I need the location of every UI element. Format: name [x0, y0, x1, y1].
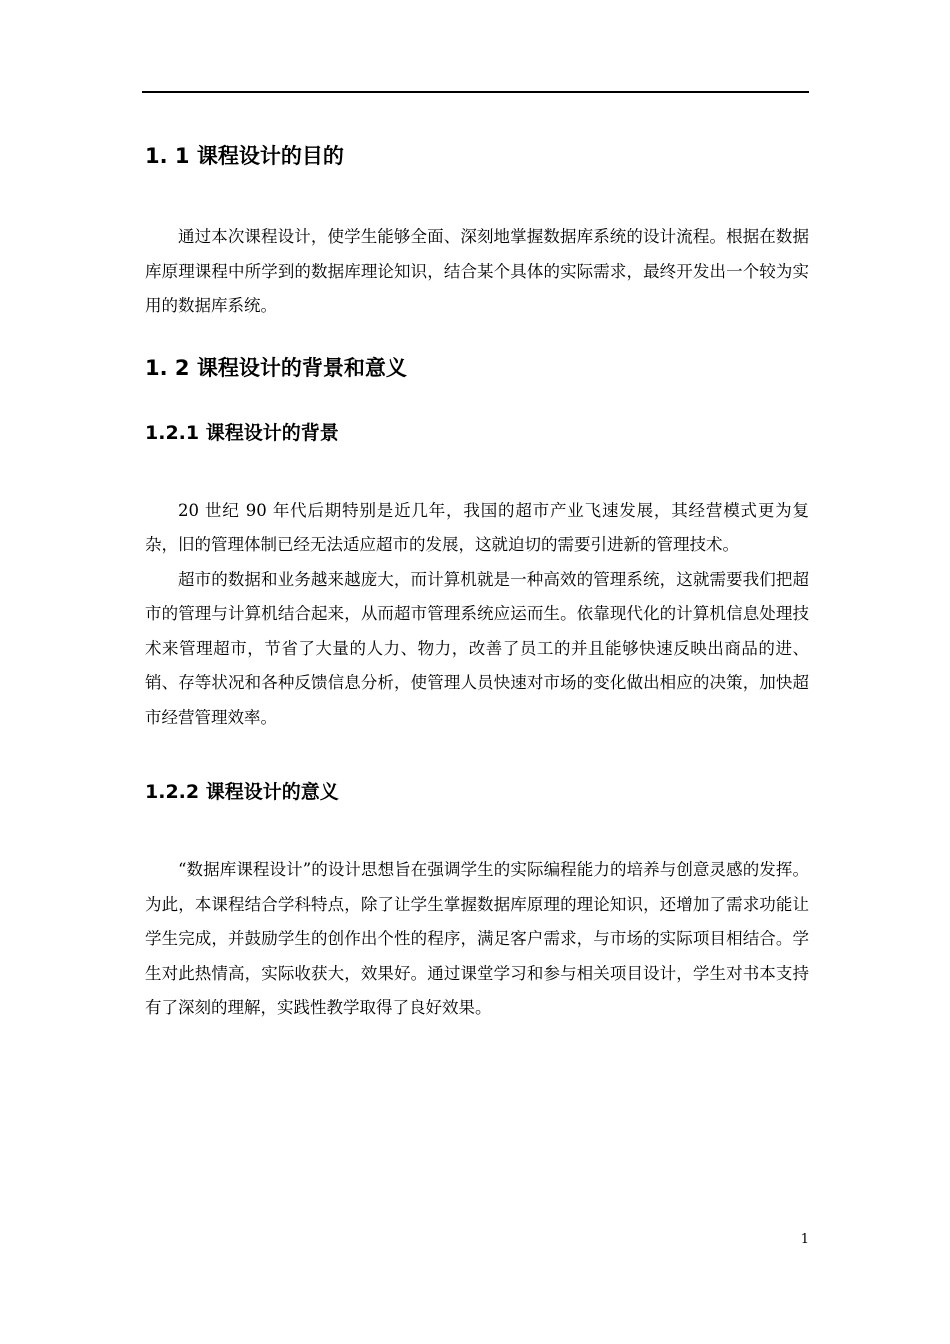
- page-content: [145, 138, 809, 1026]
- header-rule: [142, 91, 809, 93]
- subsection-heading-1-2-1: 1.2.1 课程设计的背景: [145, 421, 339, 444]
- page-number: 1: [800, 1232, 809, 1247]
- paragraph-background-2: 超市的数据和业务越来越庞大，而计算机就是一种高效的管理系统，这就需要我们把超市的管理与计算机结合起来，从而超市管理系统应运而生。依靠现代化的计算机信息处理技术来管理超市，节省了大量的人力、物力，改善了员工的并且能够快速反映出商品的进、销、存等状况和各种反馈信息分析，使管理人员快速对市场的变化做出相应的决策，加快超市经营管理效率。: [145, 569, 809, 727]
- paragraph-significance: “数据库课程设计”的设计思想旨在强调学生的实际编程能力的培养与创意灵感的发挥。为此，本课程结合学科特点，除了让学生掌握数据库原理的理论知识，还增加了需求功能让学生完成，并鼓励学生的创作出个性的程序，满足客户需求，与市场的实际项目相结合。学生对此热情高，实际收获大，效果好。通过课堂学习和参与相关项目设计，学生对书本支持有了深刻的理解，实践性教学取得了良好效果。: [145, 860, 809, 1017]
- paragraph-background-1: 20 世纪 90 年代后期特别是近几年，我国的超市产业飞速发展，其经营模式更为复杂，旧的管理体制已经无法适应超市的发展，这就迫切的需要引进新的管理技术。: [145, 500, 809, 554]
- spacer: [145, 809, 809, 853]
- spacer: [145, 174, 809, 220]
- section-heading-1-1: 1. 1 课程设计的目的: [145, 144, 344, 168]
- paragraph-purpose: 通过本次课程设计，使学生能够全面、深刻地掌握数据库系统的设计流程。根据在数据库原理课程中所学到的数据库理论知识，结合某个具体的实际需求，最终开发出一个较为实用的数据库系统。: [145, 227, 809, 315]
- spacer: [145, 735, 809, 775]
- spacer: [145, 324, 809, 350]
- subsection-heading-1-2-2: 1.2.2 课程设计的意义: [145, 781, 339, 803]
- spacer: [145, 450, 809, 494]
- section-heading-1-2: 1. 2 课程设计的背景和意义: [145, 355, 407, 380]
- spacer: [145, 386, 809, 416]
